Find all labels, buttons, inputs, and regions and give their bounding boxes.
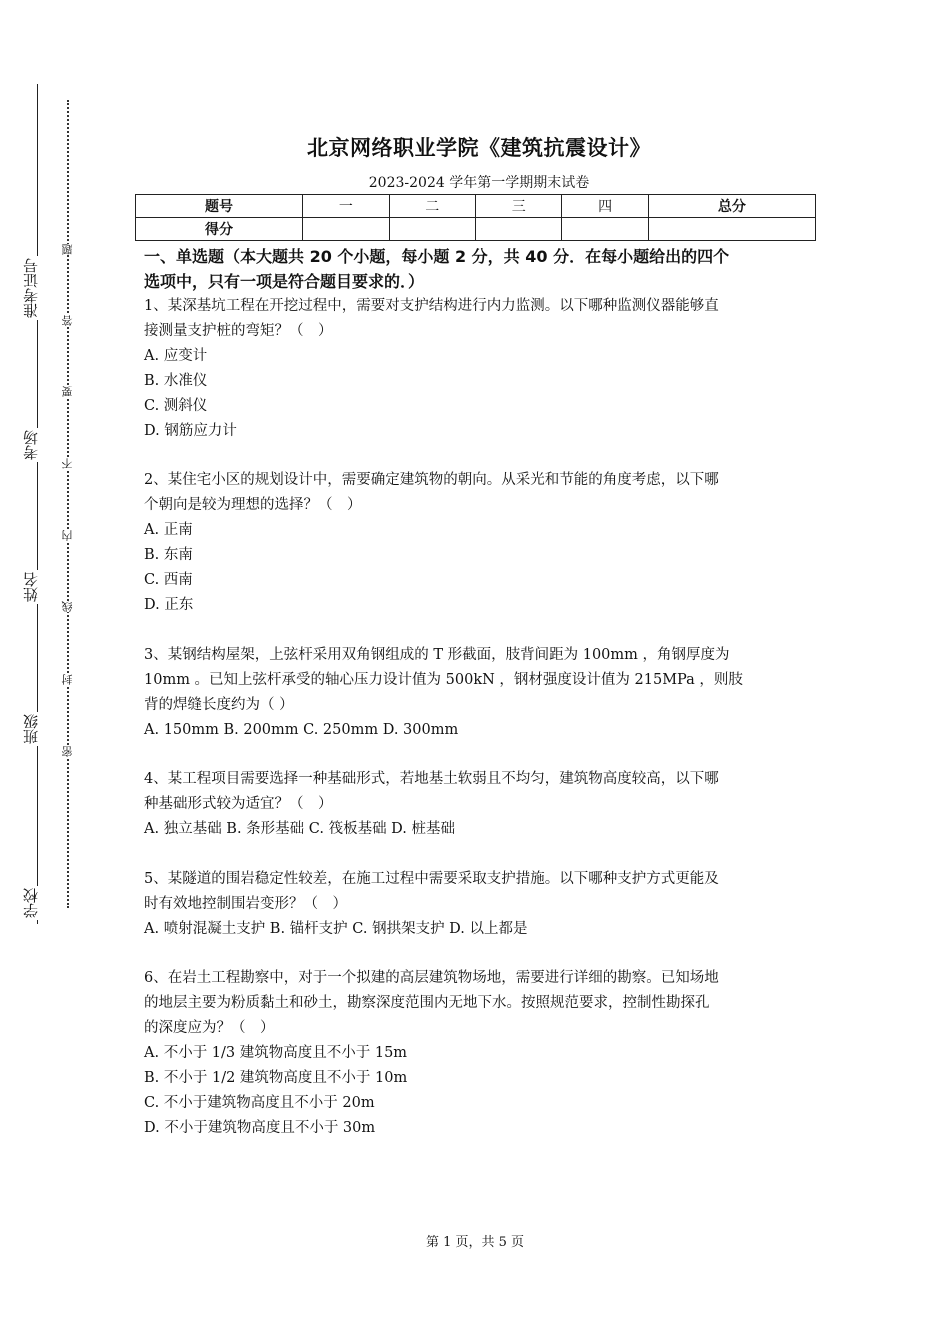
option-a: A. 正南 [144, 522, 193, 538]
option-b: B. 不小于 1/2 建筑物高度且不小于 10m [144, 1070, 408, 1086]
options-line: A. 独立基础 B. 条形基础 C. 筏板基础 D. 桩基础 [144, 821, 456, 837]
option-c: C. 不小于建筑物高度且不小于 20m [144, 1095, 375, 1111]
question-stem-line: 的深度应为？（ ） [144, 1020, 275, 1036]
score-cell[interactable] [648, 218, 815, 241]
score-cell[interactable] [562, 218, 648, 241]
question-stem-line: 3、某钢结构屋架，上弦杆采用双角钢组成的 T 形截面，肢背间距为 100mm ，角钢厚度为 [144, 647, 730, 663]
page-subtitle: 2023-2024 学年第一学期期末试卷 [368, 175, 590, 191]
score-col-2: 二 [389, 195, 475, 218]
question-stem-line: 5、某隧道的围岩稳定性较差，在施工过程中需要采取支护措施。以下哪种支护方式更能及 [144, 871, 719, 887]
question-stem-line: 10mm 。已知上弦杆承受的轴心压力设计值为 500kN ，钢材强度设计值为 215MPa ，则肢 [144, 672, 743, 688]
question-stem-line: 背的焊缝长度约为（ ） [144, 697, 294, 713]
option-a: A. 应变计 [144, 348, 208, 364]
seal-char: 内 [61, 530, 74, 541]
score-col-4: 四 [562, 195, 648, 218]
page-footer: 第 1 页，共 5 页 [425, 1235, 525, 1250]
exam-room-label: 考场 [20, 428, 54, 462]
question-stem-line: 1、某深基坑工程在开挖过程中，需要对支护结构进行内力监测。以下哪种监测仪器能够直 [144, 298, 719, 314]
seal-char: 答 [61, 315, 74, 326]
seal-char: 要 [61, 386, 74, 397]
question-3 [144, 643, 814, 743]
question-6 [144, 966, 814, 1141]
score-col-label: 题号 [136, 195, 303, 218]
question-stem-line: 4、某工程项目需要选择一种基础形式，若地基土软弱且不均匀，建筑物高度较高，以下哪 [144, 771, 719, 787]
score-col-total: 总分 [648, 195, 815, 218]
question-stem-line: 接测量支护桩的弯矩？（ ） [144, 323, 333, 339]
score-table-header-row [136, 195, 816, 218]
question-4 [144, 767, 814, 842]
question-stem-line: 个朝向是较为理想的选择？（ ） [144, 497, 362, 513]
score-table-score-row [136, 218, 816, 241]
question-stem-line: 2、某住宅小区的规划设计中，需要确定建筑物的朝向。从采光和节能的角度考虑，以下哪 [144, 472, 719, 488]
question-stem-line: 时有效地控制围岩变形？（ ） [144, 896, 347, 912]
binding-line [37, 84, 38, 924]
option-a: A. 不小于 1/3 建筑物高度且不小于 15m [144, 1045, 408, 1061]
class-label: 班级 [20, 712, 54, 746]
option-d: D. 不小于建筑物高度且不小于 30m [144, 1120, 376, 1136]
score-cell[interactable] [475, 218, 561, 241]
option-b: B. 东南 [144, 547, 193, 563]
seal-char: 密 [61, 746, 74, 757]
question-stem-line: 6、在岩土工程勘察中，对于一个拟建的高层建筑物场地，需要进行详细的勘察。已知场地 [144, 970, 719, 986]
page-title: 北京网络职业学院《建筑抗震设计》 [307, 136, 651, 160]
options-line: A. 150mm B. 200mm C. 250mm D. 300mm [144, 722, 459, 738]
name-label: 姓名 [20, 570, 54, 604]
score-row-label: 得分 [136, 218, 303, 241]
seal-char: 封 [61, 674, 74, 685]
question-2 [144, 468, 814, 618]
options-line: A. 喷射混凝土支护 B. 锚杆支护 C. 钢拱架支护 D. 以上都是 [144, 921, 528, 937]
score-cell[interactable] [303, 218, 389, 241]
section-heading-line: 一、单选题（本大题共 20 个小题，每小题 2 分，共 40 分．在每小题给出的四个 [144, 247, 730, 266]
section-heading [144, 244, 814, 294]
seal-char: 不 [61, 458, 74, 469]
seal-dotted-line [67, 100, 69, 908]
option-b: B. 水准仪 [144, 373, 208, 389]
seal-char: 线 [61, 601, 74, 612]
option-d: D. 钢筋应力计 [144, 423, 237, 439]
section-heading-line: 选项中，只有一项是符合题目要求的．） [144, 272, 425, 291]
score-cell[interactable] [389, 218, 475, 241]
question-stem-line: 种基础形式较为适宜？（ ） [144, 796, 333, 812]
exam-id-label: 准考证号 [20, 256, 54, 320]
score-col-1: 一 [303, 195, 389, 218]
question-1 [144, 294, 814, 444]
score-table [135, 194, 816, 241]
question-stem-line: 的地层主要为粉质黏土和砂土，勘察深度范围内无地下水。按照规范要求，控制性勘探孔 [144, 995, 710, 1011]
option-c: C. 测斜仪 [144, 398, 208, 414]
question-5 [144, 867, 814, 942]
option-d: D. 正东 [144, 597, 194, 613]
option-c: C. 西南 [144, 572, 193, 588]
seal-char: 题 [61, 244, 74, 255]
school-label: 学校 [20, 886, 54, 920]
score-col-3: 三 [475, 195, 561, 218]
